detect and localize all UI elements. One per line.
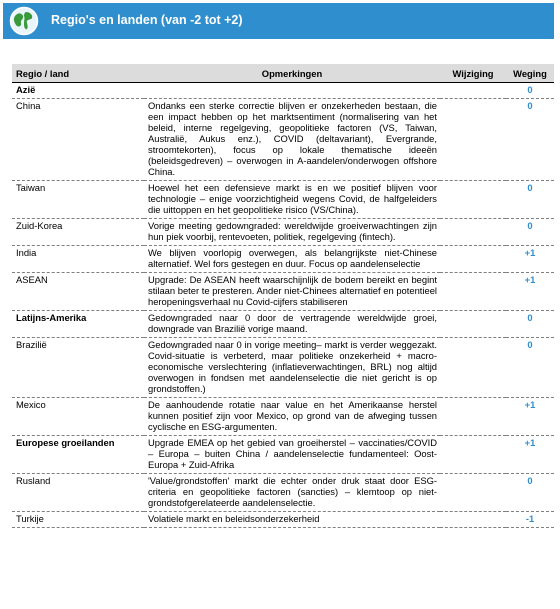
table-row	[12, 246, 554, 273]
region-change	[440, 181, 506, 219]
region-weight: 0	[506, 99, 554, 181]
region-name: Brazilië	[12, 338, 144, 398]
region-name: Zuid-Korea	[12, 219, 144, 246]
title-bar	[3, 3, 554, 39]
region-name: India	[12, 246, 144, 273]
region-change	[440, 338, 506, 398]
column-header-change: Wijziging	[440, 64, 506, 83]
region-remarks: Ondanks een sterke correctie blijven er onzekerheden bestaan, die een impact hebben op het marktsentiment (normalisering van het beleid, interne regelgeving, geopolitieke factoren (VS, Taiwan, Australië, Aukus enz.), COVID (deltavariant), Evergrande, stroomtekorten), focus op lokale thematische ideeën (beleidsgedreven) – overwogen in A-aandelen/onderwogen offshore China.	[144, 99, 440, 181]
region-weight: 0	[506, 338, 554, 398]
region-change	[440, 311, 506, 338]
region-name: Mexico	[12, 398, 144, 436]
region-weight: 0	[506, 311, 554, 338]
region-change	[440, 474, 506, 512]
table-row	[12, 99, 554, 181]
region-change	[440, 398, 506, 436]
region-change	[440, 273, 506, 311]
region-weight: 0	[506, 219, 554, 246]
table-row	[12, 273, 554, 311]
region-remarks: Gedowngraded naar 0 door de vertragende wereldwijde groei, downgrade van Brazilië vorige maand.	[144, 311, 440, 338]
page-title: Regio's en landen (van -2 tot +2)	[51, 13, 243, 27]
column-header-region: Regio / land	[12, 64, 144, 83]
region-weight: +1	[506, 436, 554, 474]
table-row	[12, 436, 554, 474]
table-row	[12, 83, 554, 99]
region-remarks	[144, 83, 440, 99]
table-row	[12, 474, 554, 512]
regions-table	[12, 64, 554, 528]
column-header-weight: Weging	[506, 64, 554, 83]
region-weight: -1	[506, 512, 554, 528]
region-name: ASEAN	[12, 273, 144, 311]
region-weight: +1	[506, 398, 554, 436]
region-remarks: De aanhoudende rotatie naar value en het Amerikaanse herstel kunnen positief zijn voor Mexico, op grond van de afweging tussen cyclische en ESG-argumenten.	[144, 398, 440, 436]
table-row	[12, 311, 554, 338]
region-weight: 0	[506, 83, 554, 99]
region-change	[440, 246, 506, 273]
region-remarks: Volatiele markt en beleidsonderzekerheid	[144, 512, 440, 528]
region-remarks: Upgrade EMEA op het gebied van groeiherstel – vaccinaties/COVID – Europa – buiten China / aandelenselectie fundamenteel: Oost-Europa + Zuid-Afrika	[144, 436, 440, 474]
region-remarks: Gedowngraded naar 0 in vorige meeting– markt is verder weggezakt. Covid-situatie is verbeterd, maar politieke onzekerheid + macro-economische verslechtering (inflatieverwachtingen, BRL) nog altijd overwogen in fondsen met aandelenselectie die niet gericht is op grondstoffen.)	[144, 338, 440, 398]
region-change	[440, 99, 506, 181]
table-row	[12, 219, 554, 246]
region-weight: 0	[506, 474, 554, 512]
region-weight: 0	[506, 181, 554, 219]
region-change	[440, 436, 506, 474]
region-name: Latijns-Amerika	[12, 311, 144, 338]
column-header-remarks: Opmerkingen	[144, 64, 440, 83]
globe-icon	[9, 6, 39, 36]
region-name: China	[12, 99, 144, 181]
table-row	[12, 398, 554, 436]
table-header-row	[12, 64, 554, 83]
region-name: Turkije	[12, 512, 144, 528]
table-row	[12, 512, 554, 528]
region-remarks: Upgrade: De ASEAN heeft waarschijnlijk de bodem bereikt en begint stilaan beter te presteren. Ander niet-Chinees alternatief en potentieel heropeningsverhaal nu Covid-cijfers stabiliseren	[144, 273, 440, 311]
region-remarks: We blijven voorlopig overwegen, als belangrijkste niet-Chinese alternatief. Wel fors gestegen en duur. Focus op aandelenselectie	[144, 246, 440, 273]
region-name: Rusland	[12, 474, 144, 512]
region-change	[440, 219, 506, 246]
table-row	[12, 181, 554, 219]
region-name: Europese groeilanden	[12, 436, 144, 474]
region-remarks: 'Value/grondstoffen' markt die echter onder druk staat door ESG-criteria en geopolitieke factoren (sancties) – klemtoop op niet-grondstofgerelateerde aandelenselectie.	[144, 474, 440, 512]
region-weight: +1	[506, 246, 554, 273]
region-change	[440, 512, 506, 528]
region-change	[440, 83, 506, 99]
table-row	[12, 338, 554, 398]
region-remarks: Vorige meeting gedowngraded: wereldwijde groeiverwachtingen zijn hun piek voorbij, rentevoeten, politiek, regelgeving (fintech).	[144, 219, 440, 246]
region-name: Azië	[12, 83, 144, 99]
region-weight: +1	[506, 273, 554, 311]
region-name: Taiwan	[12, 181, 144, 219]
region-remarks: Hoewel het een defensieve markt is en we positief blijven voor technologie – enige voorzichtigheid wegens Covid, de halfgeleiders die uittoppen en het geopolitieke risico (VS/China).	[144, 181, 440, 219]
